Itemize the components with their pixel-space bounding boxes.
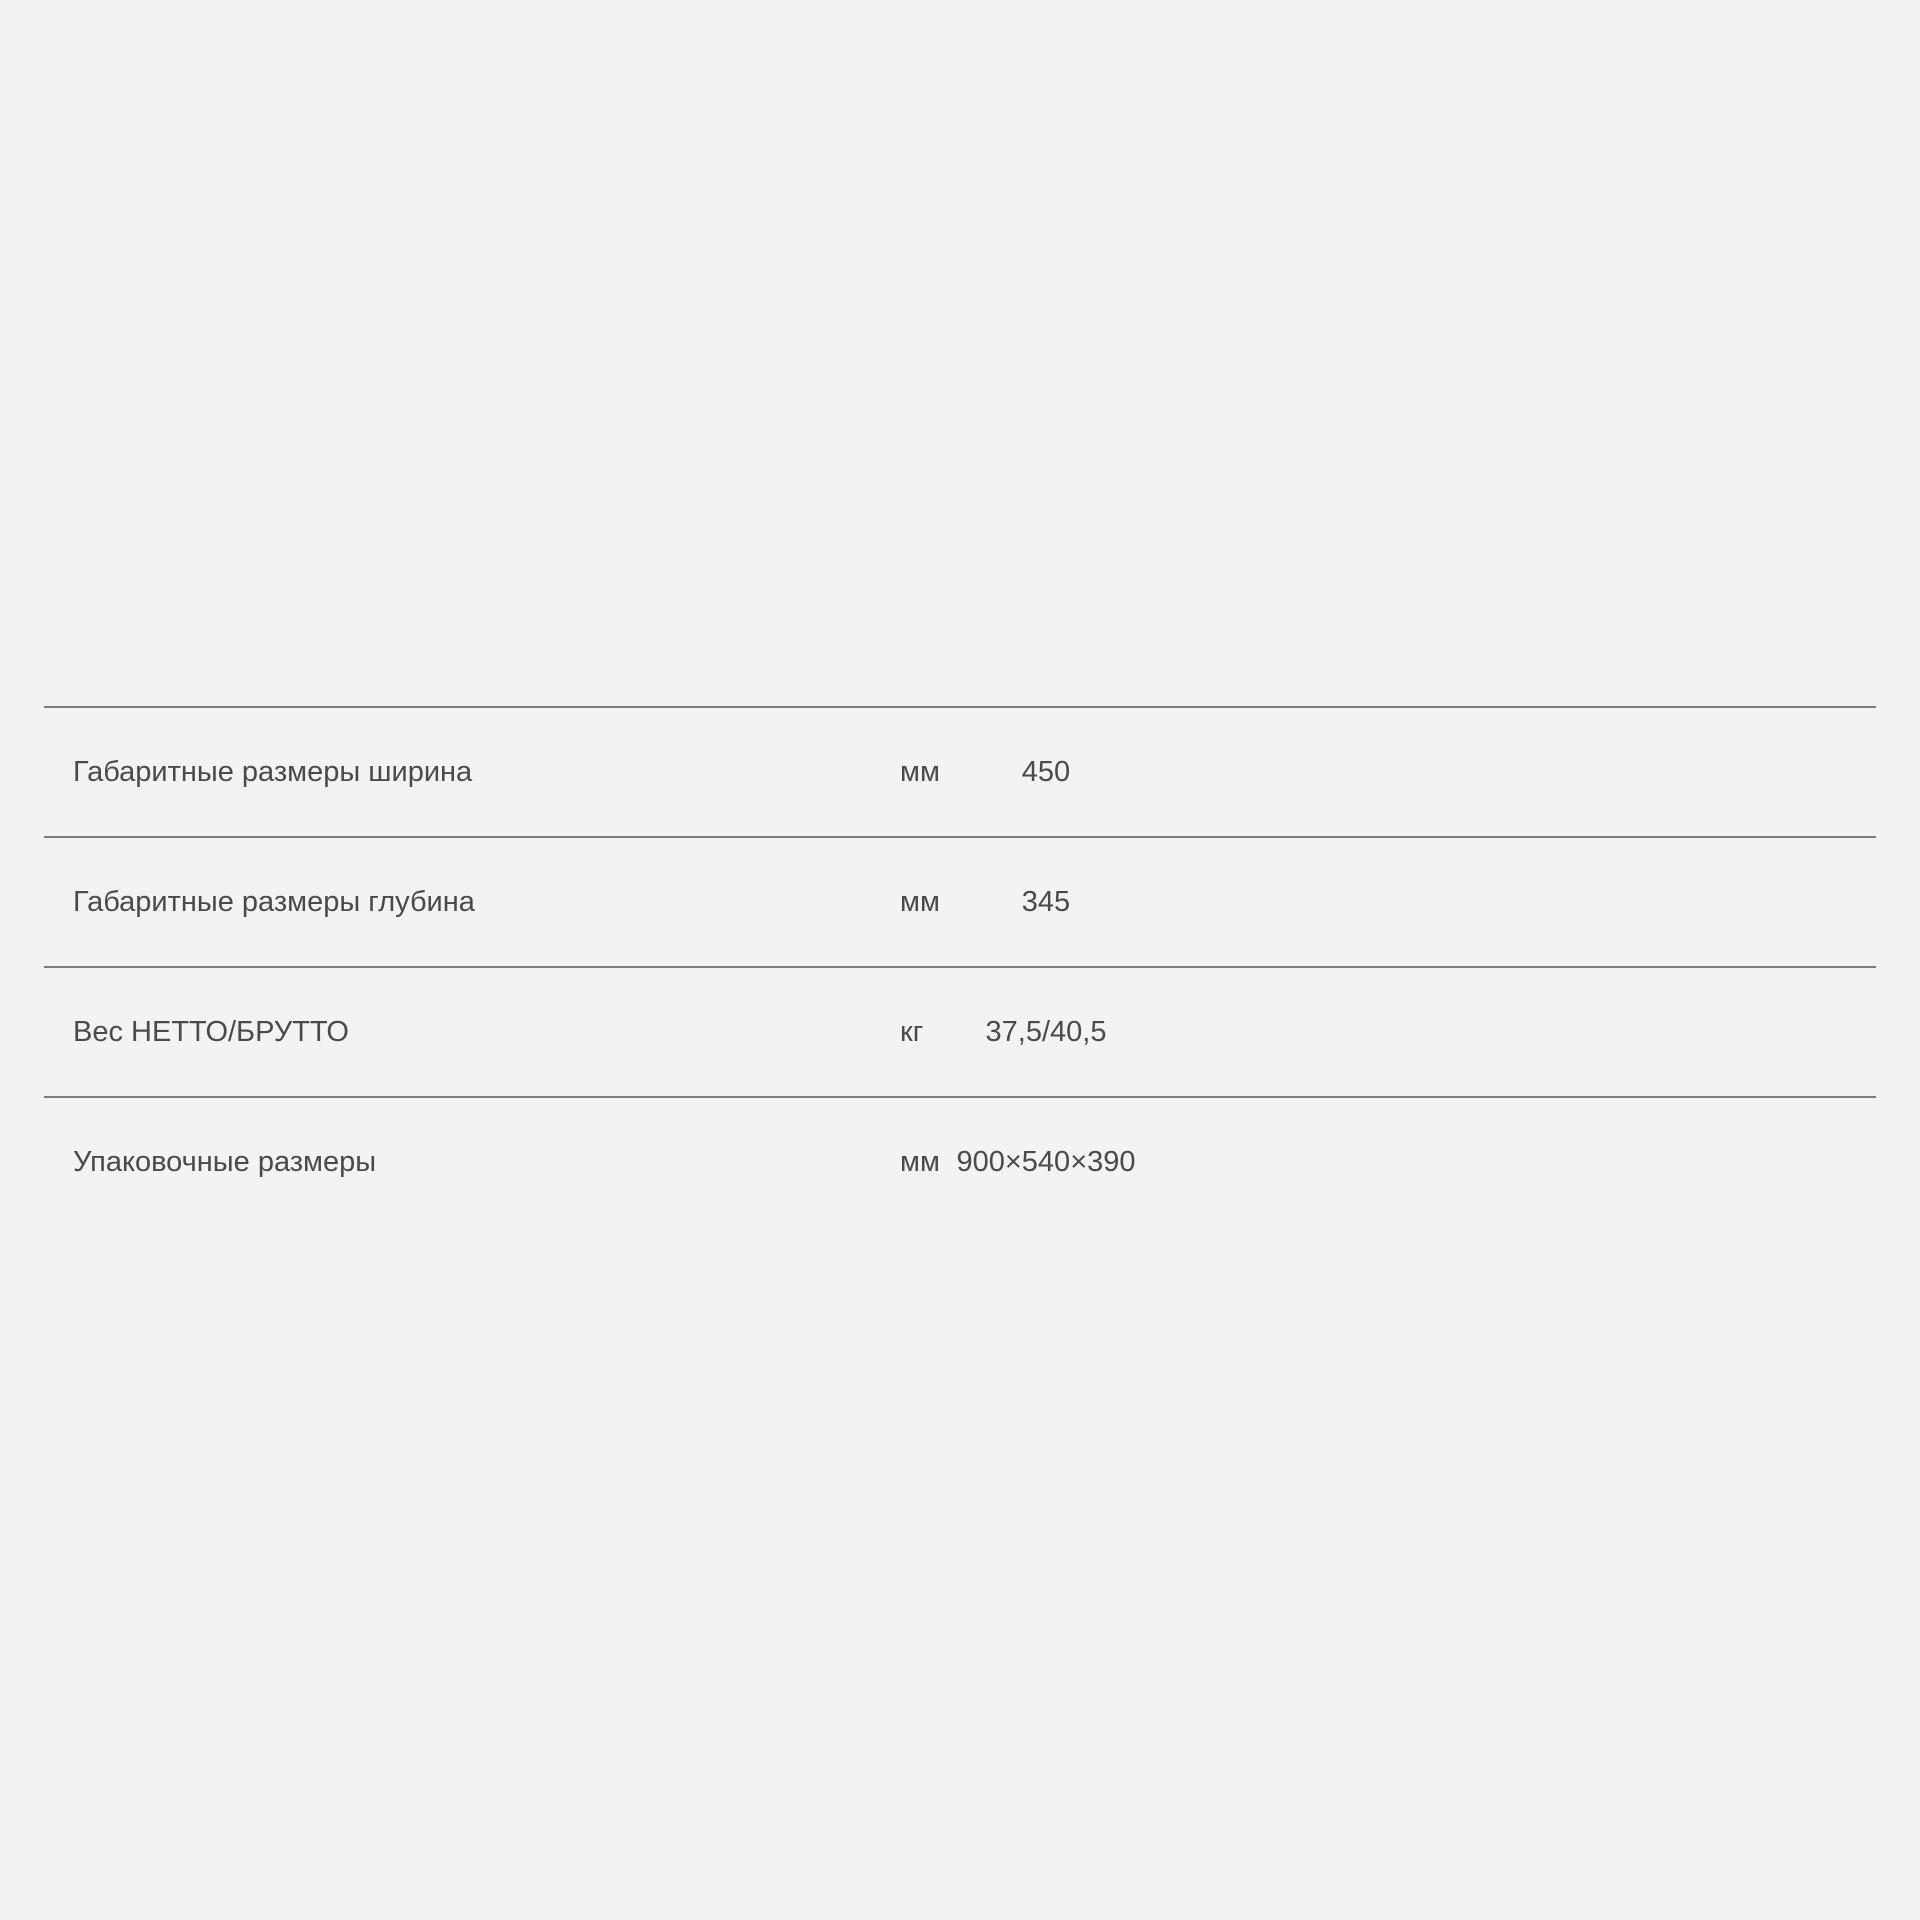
spec-name: Упаковочные размеры (73, 1146, 377, 1178)
spec-value: 37,5/40,5 (985, 1016, 1107, 1048)
spec-unit: мм (900, 756, 940, 788)
table-row (44, 838, 1876, 968)
spec-name: Габаритные размеры глубина (73, 886, 475, 918)
spec-value: 450 (1021, 756, 1071, 788)
table-row (44, 968, 1876, 1098)
spec-name: Вес НЕТТО/БРУТТО (73, 1016, 349, 1048)
table-row (44, 708, 1876, 838)
spec-unit: мм (900, 886, 940, 918)
spec-unit: кг (900, 1016, 924, 1048)
spec-name: Габаритные размеры ширина (73, 756, 473, 788)
table-row (44, 1098, 1876, 1226)
spec-value: 900×540×390 (956, 1146, 1136, 1178)
spec-value: 345 (1021, 886, 1071, 918)
spec-unit: мм (900, 1146, 940, 1178)
specifications-table (44, 706, 1876, 1226)
